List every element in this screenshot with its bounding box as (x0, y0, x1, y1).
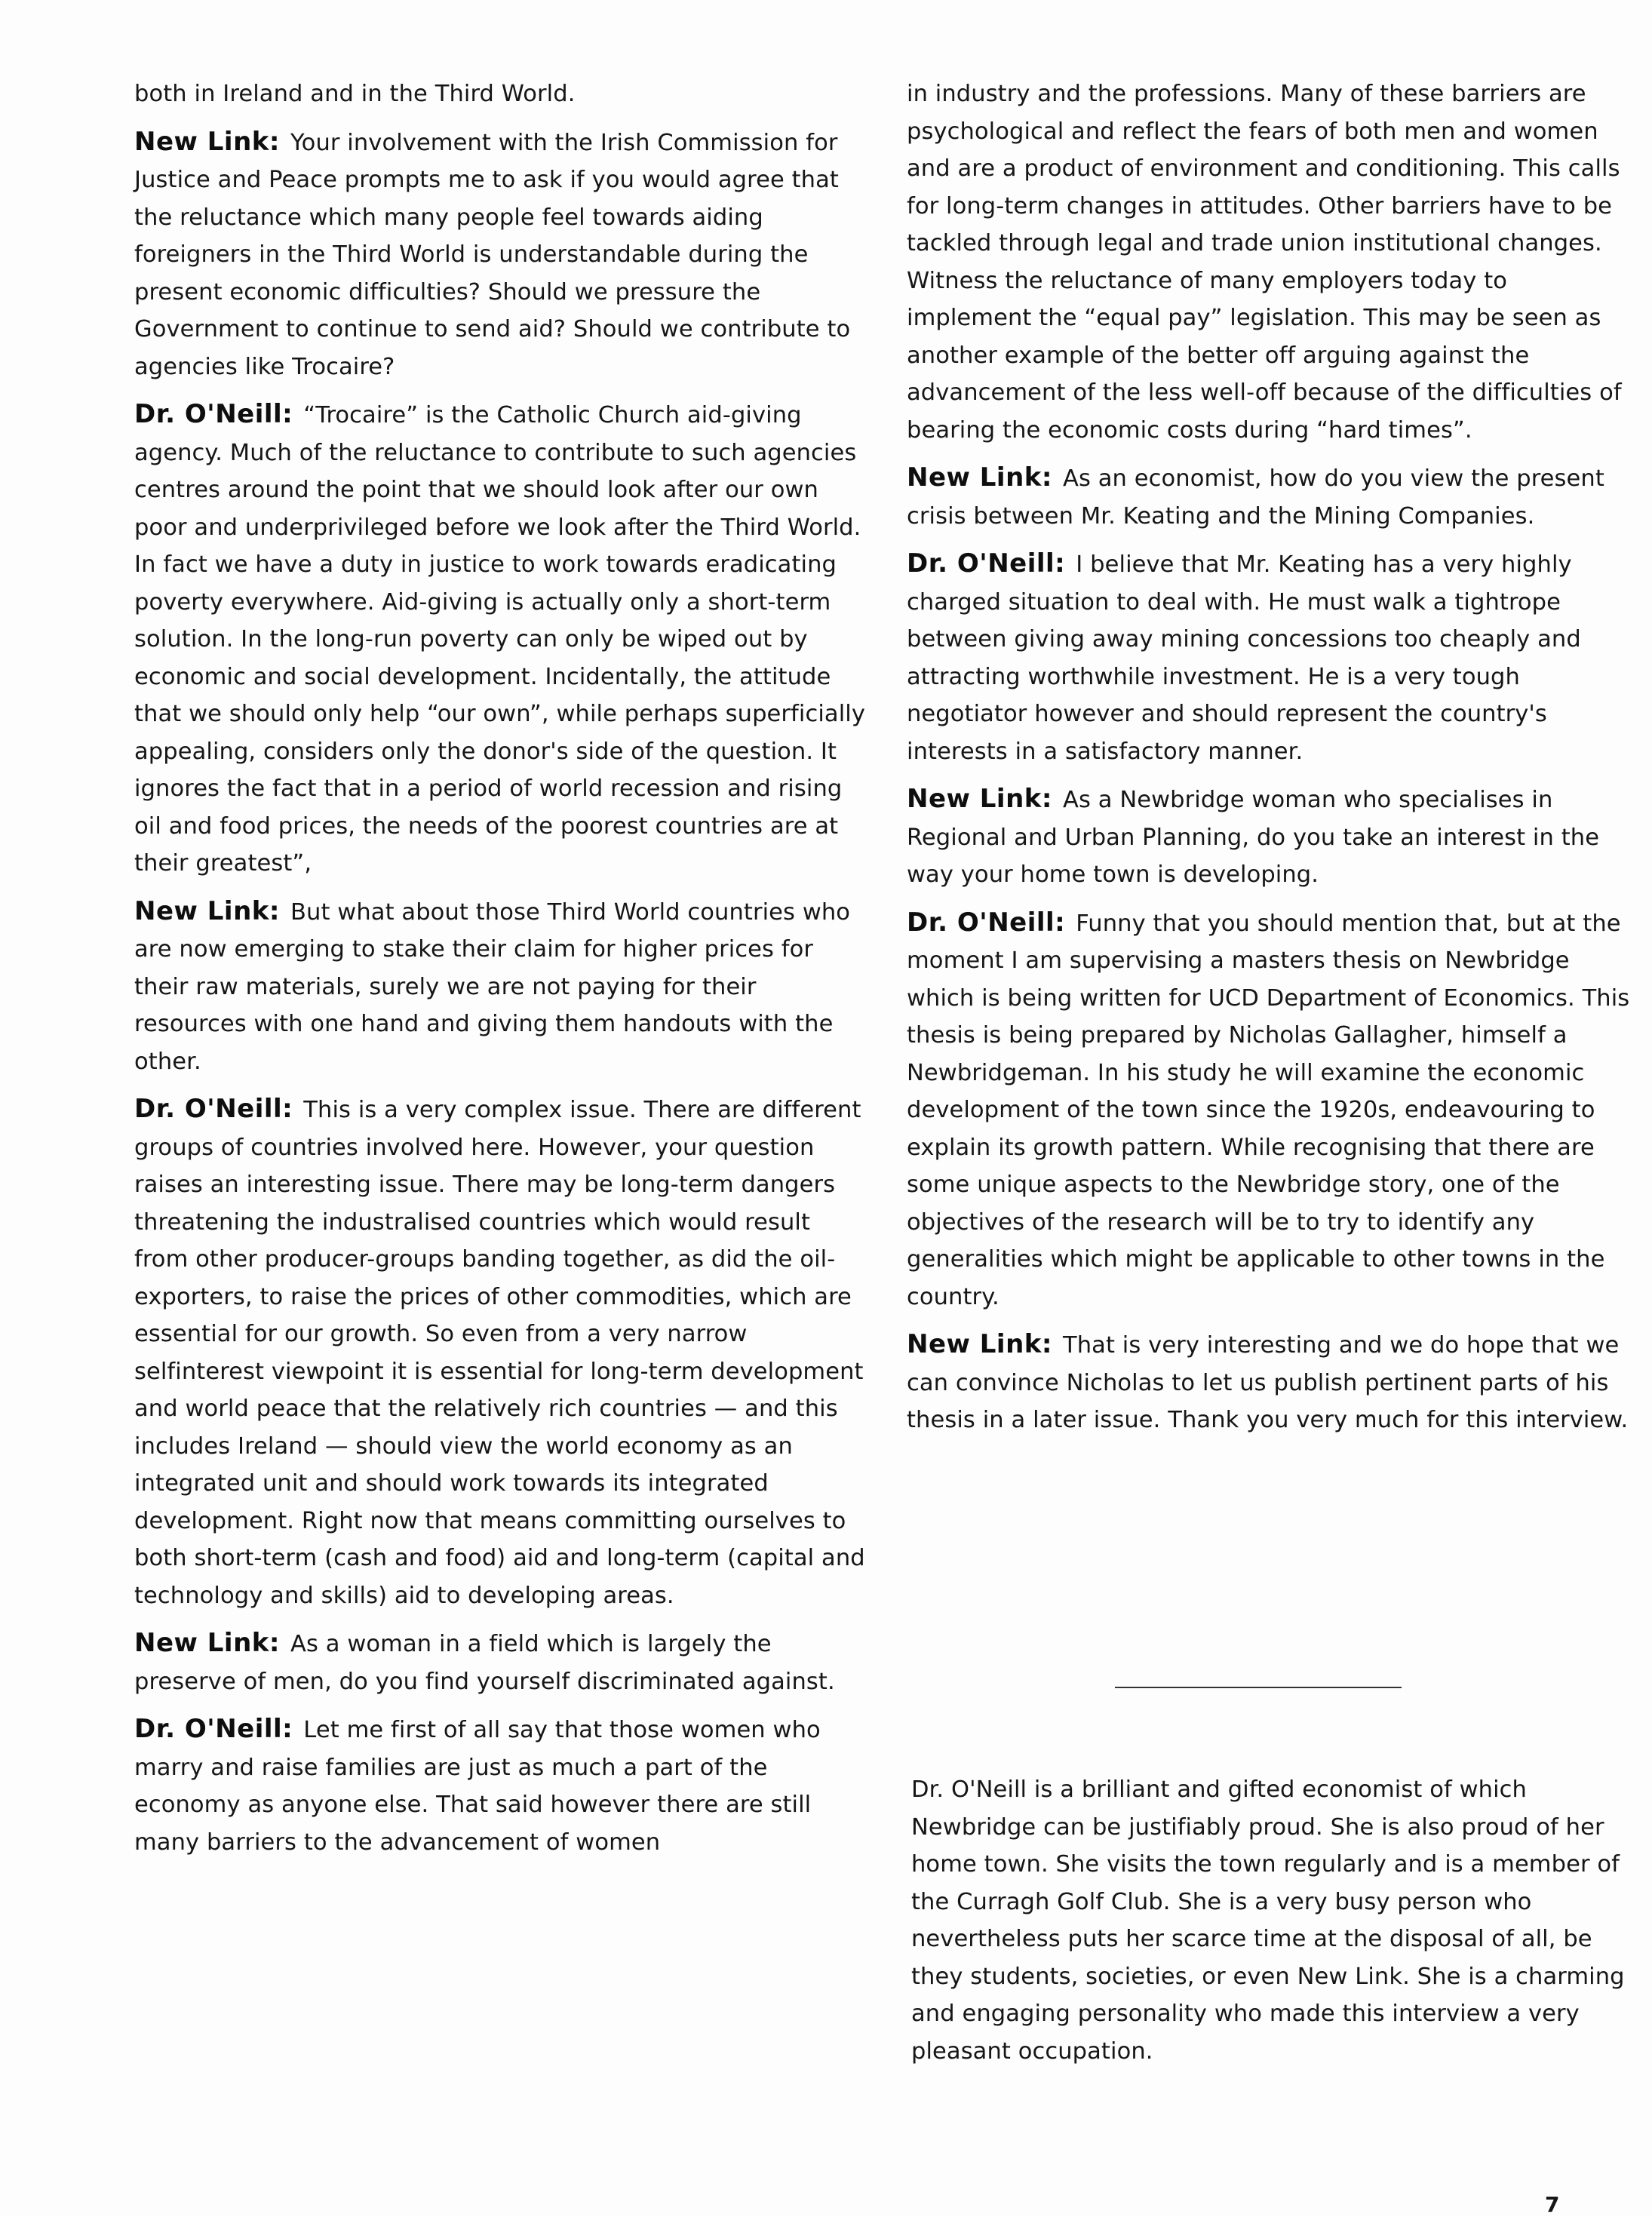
section-divider (1115, 1687, 1402, 1688)
paragraph-text: in industry and the professions. Many of these barriers are psychological and reflect the fears of both men and women and are a product of environment and conditioning. This calls for long-term changes in attitudes. Other barriers have to be tackled through legal and trade union institutional changes. Witness the reluctance of many employers today to implement the “equal pay” legislation. This may be seen as another example of the better off arguing against the advancement of the less well-off because of the difficulties of bearing the economic costs during “hard times”. (907, 81, 1622, 444)
paragraph-text: Funny that you should mention that, but at the moment I am supervising a masters thesis on Newbridge which is being written for UCD Department of Economics. This thesis is being prepared by Nicholas Gallagher, himself a Newbridgeman. In his study he will examine the economic development of the town since the 1920s, endeavouring to explain its growth pattern. While recognising that there are some unique aspects to the Newbridge story, one of the objectives of the research will be to try to identify any generalities which might be applicable to other towns in the country. (907, 910, 1630, 1310)
page-number: 7 (1545, 2192, 1560, 2217)
paragraph (134, 75, 870, 113)
paragraph-text: As an economist, how do you view the present crisis between Mr. Keating and the Mining Companies. (907, 465, 1604, 530)
left-column (134, 75, 870, 1872)
paragraph-text: As a woman in a field which is largely the preserve of men, do you find yourself discriminated against. (134, 1631, 835, 1695)
speaker-label: New Link: (134, 895, 280, 926)
paragraph (907, 75, 1631, 449)
paragraph (134, 1625, 870, 1700)
author-bio: Dr. O'Neill is a brilliant and gifted economist of which Newbridge can be justifiably proud. She is also proud of her home town. She visits the town regularly and is a member of the Curragh Golf Club. She is a very busy person who nevertheless puts her scarce time at the disposal of all, be they students, societies, or even New Link. She is a charming and engaging personality who made this interview a very pleasant occupation. (911, 1776, 1625, 2065)
paragraph (134, 396, 870, 883)
paragraph (134, 893, 870, 1081)
speaker-label: Dr. O'Neill: (134, 399, 293, 429)
paragraph (134, 124, 870, 386)
paragraph-text: “Trocaire” is the Catholic Church aid-giving agency. Much of the reluctance to contribute to such agencies centres around the point that we should look after our own poor and underprivileged before we look after the Third World. In fact we have a duty in justice to work towards eradicating poverty everywhere. Aid-giving is actually only a short-term solution. In the long-run poverty can only be wiped out by economic and social development. Incidentally, the attitude that we should only help “our own”, while perhaps superficially appealing, considers only the donor's side of the question. It ignores the fact that in a period of world recession and rising oil and food prices, the needs of the poorest countries are at their greatest”, (134, 402, 865, 877)
right-column (907, 75, 1631, 1450)
paragraph-text: Your involvement with the Irish Commission for Justice and Peace prompts me to ask if you would agree that the reluctance which many people feel towards aiding foreigners in the Third World is understandable during the present economic difficulties? Should we pressure the Government to continue to send aid? Should we contribute to agencies like Trocaire? (134, 129, 851, 380)
paragraph-text: both in Ireland and in the Third World. (134, 81, 576, 107)
paragraph (134, 1711, 870, 1861)
speaker-label: New Link: (907, 784, 1052, 814)
speaker-label: Dr. O'Neill: (907, 907, 1066, 938)
paragraph (134, 1091, 870, 1614)
speaker-label: New Link: (907, 1329, 1052, 1359)
speaker-label: New Link: (134, 1628, 280, 1658)
paragraph-text: But what about those Third World countries who are now emerging to stake their claim for higher prices for their raw materials, surely we are not paying for their resources with one hand and giving them handouts with the other. (134, 898, 851, 1075)
speaker-label: Dr. O'Neill: (907, 548, 1066, 579)
paragraph-text: Let me first of all say that those women who marry and raise families are just as much a part of the economy as anyone else. That said however there are still many barriers to the advancement of women (134, 1717, 821, 1856)
paragraph (907, 904, 1631, 1316)
paragraph (907, 781, 1631, 894)
paragraph-text: This is a very complex issue. There are different groups of countries involved here. However, your question raises an interesting issue. There may be long-term dangers threatening the industralised countries which would result from other producer-groups banding together, as did the oil-exporters, to raise the prices of other commodities, which are essential for our growth. So even from a very narrow selfinterest viewpoint it is essential for long-term development and world peace that the relatively rich countries — and this includes Ireland — should view the world economy as an integrated unit and should work towards its integrated development. Right now that means committing ourselves to both short-term (cash and food) aid and long-term (capital and technology and skills) aid to developing areas. (134, 1097, 865, 1609)
paragraph (907, 545, 1631, 770)
paragraph-text: That is very interesting and we do hope that we can convince Nicholas to let us publish pertinent parts of his thesis in a later issue. Thank you very much for this interview. (907, 1332, 1629, 1433)
speaker-label: Dr. O'Neill: (134, 1714, 293, 1744)
speaker-label: Dr. O'Neill: (134, 1094, 293, 1124)
paragraph (907, 1326, 1631, 1439)
paragraph (907, 459, 1631, 535)
paragraph-text: As a Newbridge woman who specialises in Regional and Urban Planning, do you take an interest in the way your home town is developing. (907, 787, 1600, 888)
speaker-label: New Link: (907, 462, 1052, 493)
paragraph-text: I believe that Mr. Keating has a very highly charged situation to deal with. He must walk a tightrope between giving away mining concessions too cheaply and attracting worthwhile investment. He is a very tough negotiator however and should represent the country's interests in a satisfactory manner. (907, 551, 1581, 765)
speaker-label: New Link: (134, 126, 280, 157)
